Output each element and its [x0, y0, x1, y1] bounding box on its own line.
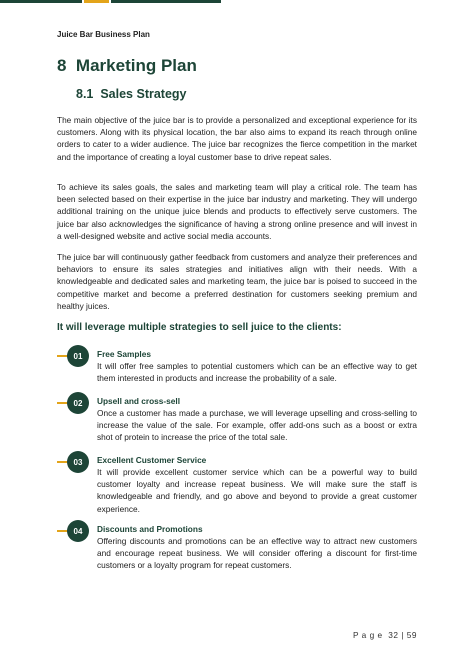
subsection-title: Sales Strategy: [100, 87, 187, 101]
strategy-title: Discounts and Promotions: [97, 524, 203, 534]
badge-number: 01: [67, 345, 89, 367]
number-badge: [57, 520, 94, 542]
strategies-heading: It will leverage multiple strategies to sell juice to the clients:: [57, 322, 342, 333]
number-badge: [57, 451, 94, 473]
page-separator: |: [401, 630, 404, 640]
subsection-number: 8.1: [76, 87, 94, 101]
paragraph-2: To achieve its sales goals, the sales and marketing team will play a critical role. The team has been selected based on their expertise in the juice bar industry and marketing. They will undergo additional training on the unique juice blends and products to effectively serve customers. The juice bar also acknowledges the significance of having a strong online presence and will invest in a well-designed website and active social media accounts.: [57, 182, 417, 241]
top-accent-bar-dark: [0, 0, 82, 3]
strategy-body: Offering discounts and promotions can be an effective way to attract new customers and encourage repeat business. We will consider offering a discount for first-time customers or a loyalty program for repeat customers.: [97, 536, 417, 571]
badge-number: 04: [67, 520, 89, 542]
page-footer: [353, 630, 417, 640]
total-pages: 59: [406, 630, 417, 640]
running-header: Juice Bar Business Plan: [57, 30, 150, 39]
section-number: 8: [57, 56, 67, 75]
subsection-heading: [76, 87, 187, 101]
strategy-title: Excellent Customer Service: [97, 455, 207, 465]
strategy-title: Free Samples: [97, 349, 151, 359]
badge-number: 02: [67, 392, 89, 414]
strategy-body: It will offer free samples to potential customers which can be an effective way to get them interested in products and increase the probability of a sale.: [97, 361, 417, 384]
section-heading: [57, 56, 197, 76]
top-accent-bar-dark-2: [111, 0, 221, 3]
section-title: Marketing Plan: [75, 56, 197, 75]
number-badge: [57, 345, 94, 367]
strategy-body: It will provide excellent customer service which can be a powerful way to build customer loyalty and increase repeat business. We will make sure the staff is knowledgeable and friendly, and go above and beyond to provide a great customer experience.: [97, 467, 417, 514]
strategy-title: Upsell and cross-sell: [97, 396, 181, 406]
badge-number: 03: [67, 451, 89, 473]
number-badge: [57, 392, 94, 414]
page-number: 32: [388, 630, 399, 640]
top-accent-bar-gold: [84, 0, 109, 3]
paragraph-3: The juice bar will continuously gather feedback from customers and analyze their preferences and behaviors to ensure its sales strategies and initiatives align with their needs. With a knowledgeable and dedicated sales and marketing team, the juice bar is poised to succeed in the competitive market and become a preferred destination for customers seeking premium and healthy juices.: [57, 252, 417, 311]
page-label: P a g e: [352, 630, 383, 640]
paragraph-1: The main objective of the juice bar is to provide a personalized and exceptional experience for its customers. Along with its physical location, the bar also aims to expand its reach through online orders to cater to a wider audience. The juice bar recognizes the fierce competition in the market and the importance of creating a loyal customer base to drive repeat sales.: [57, 115, 417, 162]
strategy-body: Once a customer has made a purchase, we will leverage upselling and cross-selling to increase the value of the sale. For example, offer add-ons such as a boost or extra shot of protein to increase the price of the total sale.: [97, 408, 417, 443]
